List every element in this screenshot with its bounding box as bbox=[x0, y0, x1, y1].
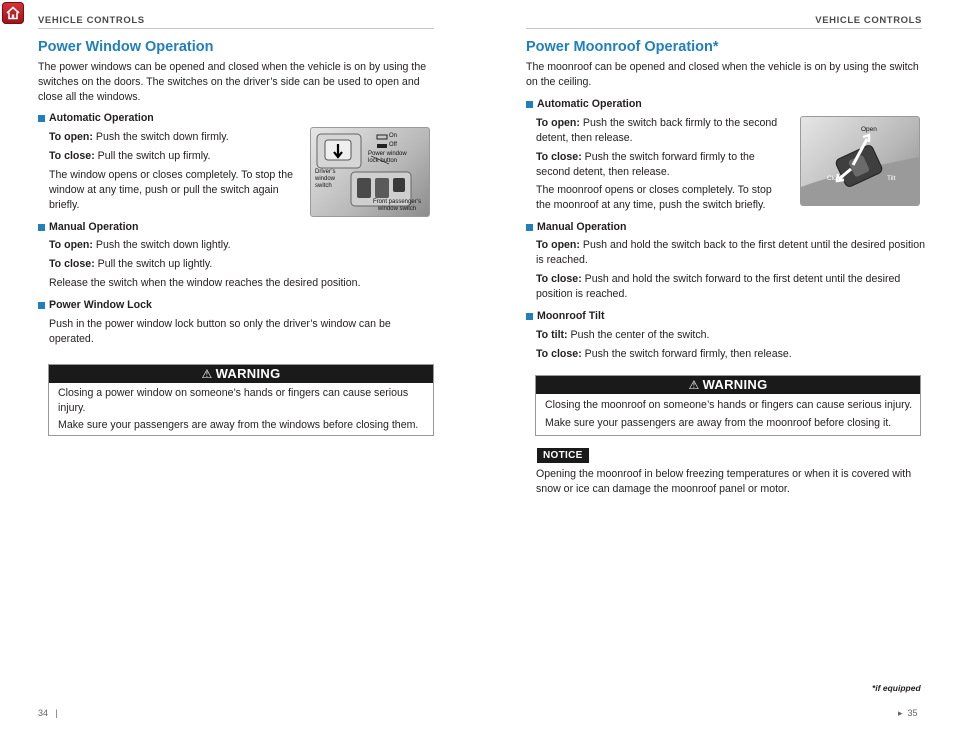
auto-close-line-2: second detent, then release. bbox=[536, 166, 670, 178]
on-label: On bbox=[389, 133, 398, 139]
lock-text-line-1: Push in the power window lock button so only the driver’s window can be bbox=[49, 318, 391, 330]
warning-triangle-icon: ⚠ bbox=[688, 378, 700, 392]
header-divider bbox=[38, 28, 434, 29]
manual-close-line-1: To close: Push and hold the switch forward to the first detent until the desired bbox=[536, 273, 901, 285]
warning-triangle-icon: ⚠ bbox=[201, 367, 213, 381]
warning-line-2: Make sure your passengers are away from the moonroof before closing it. bbox=[545, 417, 892, 429]
page-number: ▸ 35 bbox=[898, 708, 918, 718]
notice-line-2: snow or ice can damage the moonroof panel or motor. bbox=[536, 483, 790, 495]
auto-operation-heading: Automatic Operation bbox=[526, 98, 642, 110]
auto-note-line-2: the moonroof at any time, push the switch briefly. bbox=[536, 199, 766, 211]
manual-operation-heading: Manual Operation bbox=[38, 221, 138, 233]
manual-note: Release the switch when the window reaches the desired position. bbox=[49, 277, 361, 289]
auto-open-line-2: detent, then release. bbox=[536, 132, 633, 144]
auto-close-line-1: To close: Push the switch forward firmly to the bbox=[536, 151, 755, 163]
warning-line-1b: injury. bbox=[58, 402, 86, 414]
lock-button-label: Power window lock button bbox=[368, 151, 407, 164]
moonroof-switch-illustration bbox=[801, 117, 919, 205]
auto-open-line: To open: Push the switch down firmly. bbox=[49, 131, 229, 143]
header-divider bbox=[526, 28, 922, 29]
intro-line-2: on the ceiling. bbox=[526, 76, 592, 88]
notice-line-1: Opening the moonroof in below freezing temperatures or when it is covered with bbox=[536, 468, 912, 480]
page-number: 34 | bbox=[38, 708, 58, 718]
square-bullet-icon bbox=[38, 302, 45, 309]
auto-note-line-1: The moonroof opens or closes completely. To stop bbox=[536, 184, 772, 196]
warning-header: ⚠ WARNING bbox=[536, 376, 920, 394]
moonroof-switch-figure bbox=[800, 116, 920, 206]
page-title: Power Moonroof Operation* bbox=[526, 39, 719, 55]
driver-switch-label: Driver’s window switch bbox=[315, 169, 336, 189]
lock-text-line-2: operated. bbox=[49, 333, 94, 345]
warning-box bbox=[48, 364, 434, 436]
tilt-line: To tilt: Push the center of the switch. bbox=[536, 329, 710, 341]
footnote: *if equipped bbox=[872, 683, 921, 693]
manual-close-line-2: position is reached. bbox=[536, 288, 628, 300]
manual-open-line: To open: Push the switch down lightly. bbox=[49, 239, 231, 251]
manual-open-line-1: To open: Push and hold the switch back to the first detent until the desired position bbox=[536, 239, 926, 251]
window-lock-heading: Power Window Lock bbox=[38, 299, 152, 311]
intro-line-1: The moonroof can be opened and closed when the vehicle is on by using the switch bbox=[526, 61, 919, 73]
auto-open-line-1: To open: Push the switch back firmly to the second bbox=[536, 117, 778, 129]
off-label: Off bbox=[389, 142, 397, 148]
manual-close-line: To close: Pull the switch up lightly. bbox=[49, 258, 213, 270]
square-bullet-icon bbox=[38, 224, 45, 231]
window-switch-figure bbox=[310, 127, 430, 217]
notice-badge: NOTICE bbox=[537, 448, 589, 463]
manual-operation-heading: Manual Operation bbox=[526, 221, 626, 233]
manual-open-line-2: is reached. bbox=[536, 254, 588, 266]
square-bullet-icon bbox=[526, 313, 533, 320]
tilt-label: Tilt bbox=[887, 175, 896, 182]
intro-line-2: switches on the doors. The switches on the driver’s side can be used to open and bbox=[38, 76, 420, 88]
intro-line-1: The power windows can be opened and closed when the vehicle is on by using the bbox=[38, 61, 427, 73]
home-icon bbox=[5, 5, 21, 21]
section-header: VEHICLE CONTROLS bbox=[815, 15, 922, 26]
home-button[interactable] bbox=[2, 2, 24, 24]
auto-operation-heading: Automatic Operation bbox=[38, 112, 154, 124]
auto-note-line-1: The window opens or closes completely. To stop the bbox=[49, 169, 293, 181]
front-switch-label: Front passenger’s window switch bbox=[373, 199, 422, 212]
warning-header: ⚠ WARNING bbox=[49, 365, 433, 383]
intro-line-3: close all the windows. bbox=[38, 91, 141, 103]
page-title: Power Window Operation bbox=[38, 39, 214, 55]
square-bullet-icon bbox=[38, 115, 45, 122]
square-bullet-icon bbox=[526, 224, 533, 231]
tilt-close-line: To close: Push the switch forward firmly, then release. bbox=[536, 348, 792, 360]
close-label: Close bbox=[827, 175, 844, 182]
square-bullet-icon bbox=[526, 101, 533, 108]
auto-note-line-2: window at any time, push or pull the switch again bbox=[49, 184, 279, 196]
warning-line-2: Make sure your passengers are away from the windows before closing them. bbox=[58, 419, 419, 431]
auto-note-line-3: briefly. bbox=[49, 199, 80, 211]
auto-close-line: To close: Pull the switch up firmly. bbox=[49, 150, 211, 162]
section-header: VEHICLE CONTROLS bbox=[38, 15, 145, 26]
warning-line-1: Closing the moonroof on someone’s hands or fingers can cause serious injury. bbox=[545, 399, 913, 411]
warning-box bbox=[535, 375, 921, 436]
right-page bbox=[480, 0, 960, 738]
open-label: Open bbox=[861, 126, 877, 133]
warning-line-1a: Closing a power window on someone’s hands or fingers can cause serious bbox=[58, 387, 409, 399]
moonroof-tilt-heading: Moonroof Tilt bbox=[526, 310, 604, 322]
